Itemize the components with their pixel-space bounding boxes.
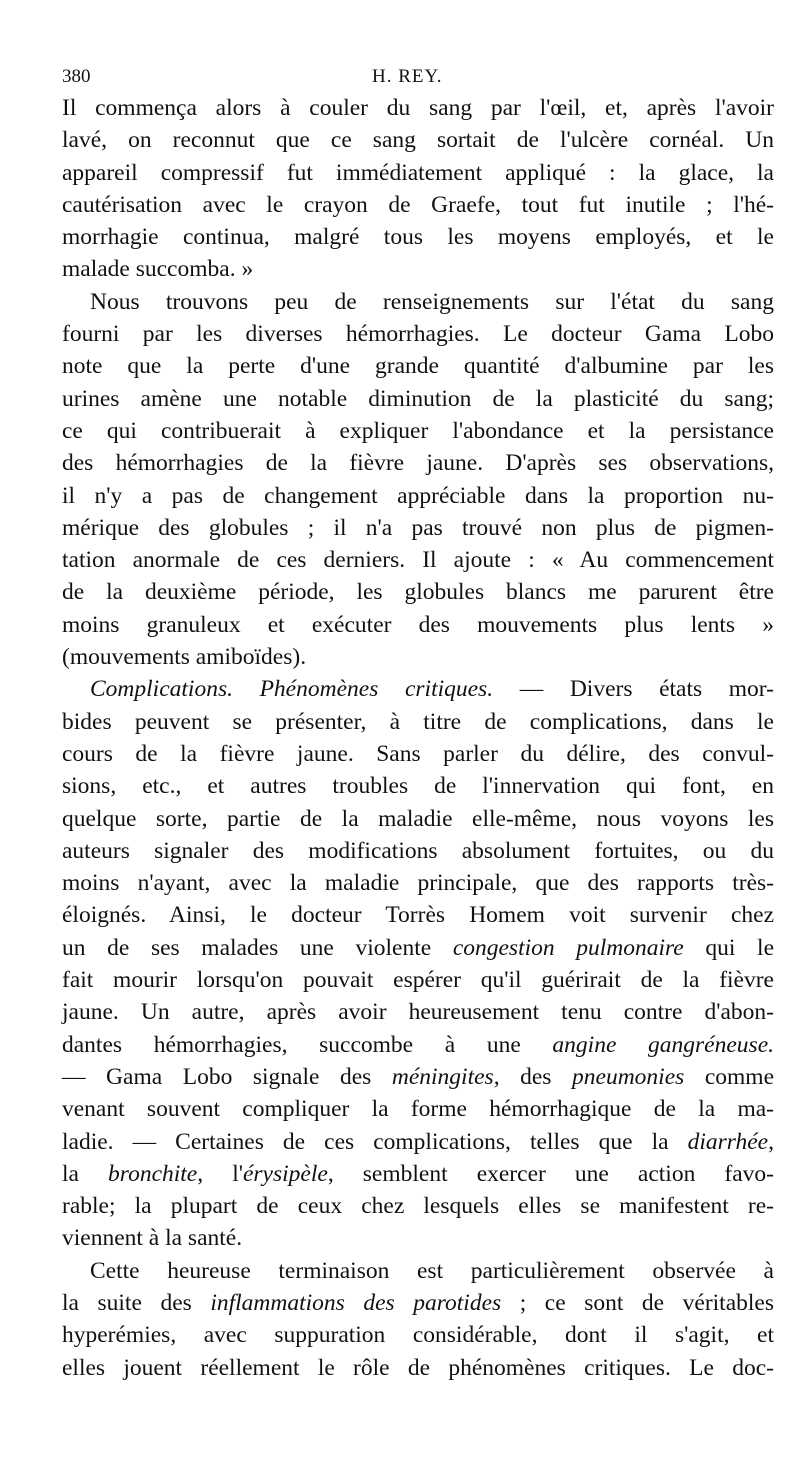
text-segment: rable; la plupart de ceux chez lesquels elles se manifestent re-: [62, 1193, 774, 1220]
text-line: [62, 641, 774, 673]
italic-text: congestion pulmonaire: [452, 934, 684, 961]
text-segment: Il commença alors à couler du sang par l'œil, et, après l'avoir: [62, 95, 774, 121]
text-line: [62, 318, 774, 350]
text-segment: comme: [684, 1063, 775, 1090]
text-line: [62, 996, 774, 1028]
text-segment: tation anormale de ces derniers. Il ajoute : « Au commencement: [62, 547, 774, 574]
text-segment: ce qui contribuerait à expliquer l'abondance et la persistance: [62, 417, 774, 444]
text-segment: sions, etc., et autres troubles de l'innervation qui font, en: [62, 773, 774, 800]
text-line: [62, 1158, 774, 1190]
italic-text: érysipèle: [242, 1160, 328, 1187]
text-line: [62, 415, 774, 447]
text-line: [62, 1222, 774, 1254]
text-line: [62, 350, 774, 382]
italic-text: bronchite: [108, 1160, 198, 1187]
text-segment: qui le: [683, 934, 774, 961]
text-segment: des hémorrhagies de la fièvre jaune. D'après ses observations,: [62, 450, 774, 477]
text-line: [62, 1126, 774, 1158]
text-line: [62, 157, 774, 189]
text-segment: Nous trouvons peu de renseignements sur l'état du sang: [90, 288, 774, 315]
text-segment: fait mourir lorsqu'on pouvait espérer qu'il guérirait de la fièvre: [62, 967, 774, 994]
book-page: [62, 60, 774, 1384]
text-line: [62, 1093, 774, 1125]
running-head: H. REY.: [372, 66, 443, 87]
text-segment: ladie. — Certaines de ces complications, telles que la: [62, 1128, 688, 1155]
page-header: [62, 60, 774, 90]
text-line: [62, 932, 774, 964]
text-line: [62, 576, 774, 608]
text-line: [62, 1287, 774, 1319]
text-line: [62, 1352, 774, 1384]
text-segment: , des: [493, 1063, 573, 1090]
text-segment: (mouvements amiboïdes).: [62, 644, 307, 671]
text-segment: ; ce sont de véritables: [501, 1289, 775, 1316]
page-number: 380: [62, 66, 91, 87]
text-segment: un de ses malades une violente: [62, 934, 453, 961]
text-line: [62, 480, 774, 512]
text-segment: — Gama Lobo signale des: [62, 1063, 392, 1090]
text-segment: cautérisation avec le crayon de Graefe, tout fut inutile ; l'hé-: [62, 191, 774, 218]
text-line: [62, 1061, 774, 1093]
text-segment: mérique des globules ; il n'a pas trouvé non plus de pigmen-: [62, 514, 774, 541]
text-segment: auteurs signaler des modifications absolument fortuites, ou du: [62, 837, 774, 864]
text-line: [62, 544, 774, 576]
text-segment: malade succomba. »: [62, 256, 254, 283]
text-line: [62, 447, 774, 479]
text-line: [62, 738, 774, 770]
italic-text: inflammations des parotides: [210, 1289, 502, 1316]
italic-text: diarrhée: [687, 1128, 769, 1155]
text-line: [62, 253, 774, 285]
text-segment: Cette heureuse terminaison est particulièrement observée à: [90, 1257, 774, 1284]
text-segment: lavé, on reconnut que ce sang sortait de l'ulcère cornéal. Un: [62, 127, 774, 154]
text-segment: , semblent exercer une action favo-: [327, 1160, 774, 1187]
text-line: [62, 92, 774, 124]
text-segment: — Divers états mor-: [493, 676, 774, 703]
italic-text: angine gangréneuse.: [552, 1031, 774, 1058]
text-segment: la suite des: [62, 1289, 211, 1316]
text-line: [62, 383, 774, 415]
text-segment: hyperémies, avec suppuration considérable, dont il s'agit, et: [62, 1322, 774, 1349]
text-segment: moins granuleux et exécuter des mouvements plus lents »: [62, 611, 774, 638]
text-segment: , l': [197, 1160, 243, 1187]
text-segment: fourni par les diverses hémorrhagies. Le docteur Gama Lobo: [62, 321, 774, 348]
text-segment: bides peuvent se présenter, à titre de complications, dans le: [62, 708, 774, 735]
text-line: [62, 803, 774, 835]
body-text: [62, 92, 774, 1384]
text-line: [62, 835, 774, 867]
text-segment: de la deuxième période, les globules blancs me parurent être: [62, 579, 774, 606]
text-line: [62, 1319, 774, 1351]
text-segment: ,: [768, 1128, 774, 1155]
text-line: [62, 189, 774, 221]
text-segment: viennent à la santé.: [62, 1225, 243, 1252]
text-line: [62, 673, 774, 705]
text-line: [62, 1255, 774, 1287]
text-line: [62, 609, 774, 641]
text-line: [62, 124, 774, 156]
text-line: [62, 221, 774, 253]
text-segment: cours de la fièvre jaune. Sans parler du délire, des convul-: [62, 740, 774, 767]
text-segment: elles jouent réellement le rôle de phénomènes critiques. Le doc-: [62, 1354, 774, 1381]
text-segment: appareil compressif fut immédiatement appliqué : la glace, la: [62, 159, 774, 186]
text-segment: il n'y a pas de changement appréciable dans la proportion nu-: [62, 482, 774, 509]
text-line: [62, 286, 774, 318]
text-line: [62, 1190, 774, 1222]
italic-text: Complications. Phénomènes critiques.: [90, 676, 494, 703]
text-segment: moins n'ayant, avec la maladie principale, que des rapports très-: [62, 870, 774, 897]
text-segment: jaune. Un autre, après avoir heureusement tenu contre d'abon-: [62, 999, 774, 1026]
text-segment: venant souvent compliquer la forme hémorrhagique de la ma-: [62, 1096, 774, 1123]
text-line: [62, 706, 774, 738]
text-segment: quelque sorte, partie de la maladie elle-même, nous voyons les: [62, 805, 774, 832]
italic-text: pneumonies: [572, 1063, 685, 1090]
text-segment: dantes hémorrhagies, succombe à une: [62, 1031, 553, 1058]
text-line: [62, 770, 774, 802]
text-line: [62, 867, 774, 899]
text-segment: note que la perte d'une grande quantité d'albumine par les: [62, 353, 774, 380]
text-segment: urines amène une notable diminution de la plasticité du sang;: [62, 385, 774, 412]
text-line: [62, 1029, 774, 1061]
text-segment: éloignés. Ainsi, le docteur Torrès Homem voit survenir chez: [62, 902, 774, 929]
italic-text: méningites: [391, 1063, 494, 1090]
text-line: [62, 964, 774, 996]
text-segment: la: [62, 1160, 109, 1187]
text-segment: morrhagie continua, malgré tous les moyens employés, et le: [62, 224, 774, 251]
text-line: [62, 899, 774, 931]
text-line: [62, 512, 774, 544]
